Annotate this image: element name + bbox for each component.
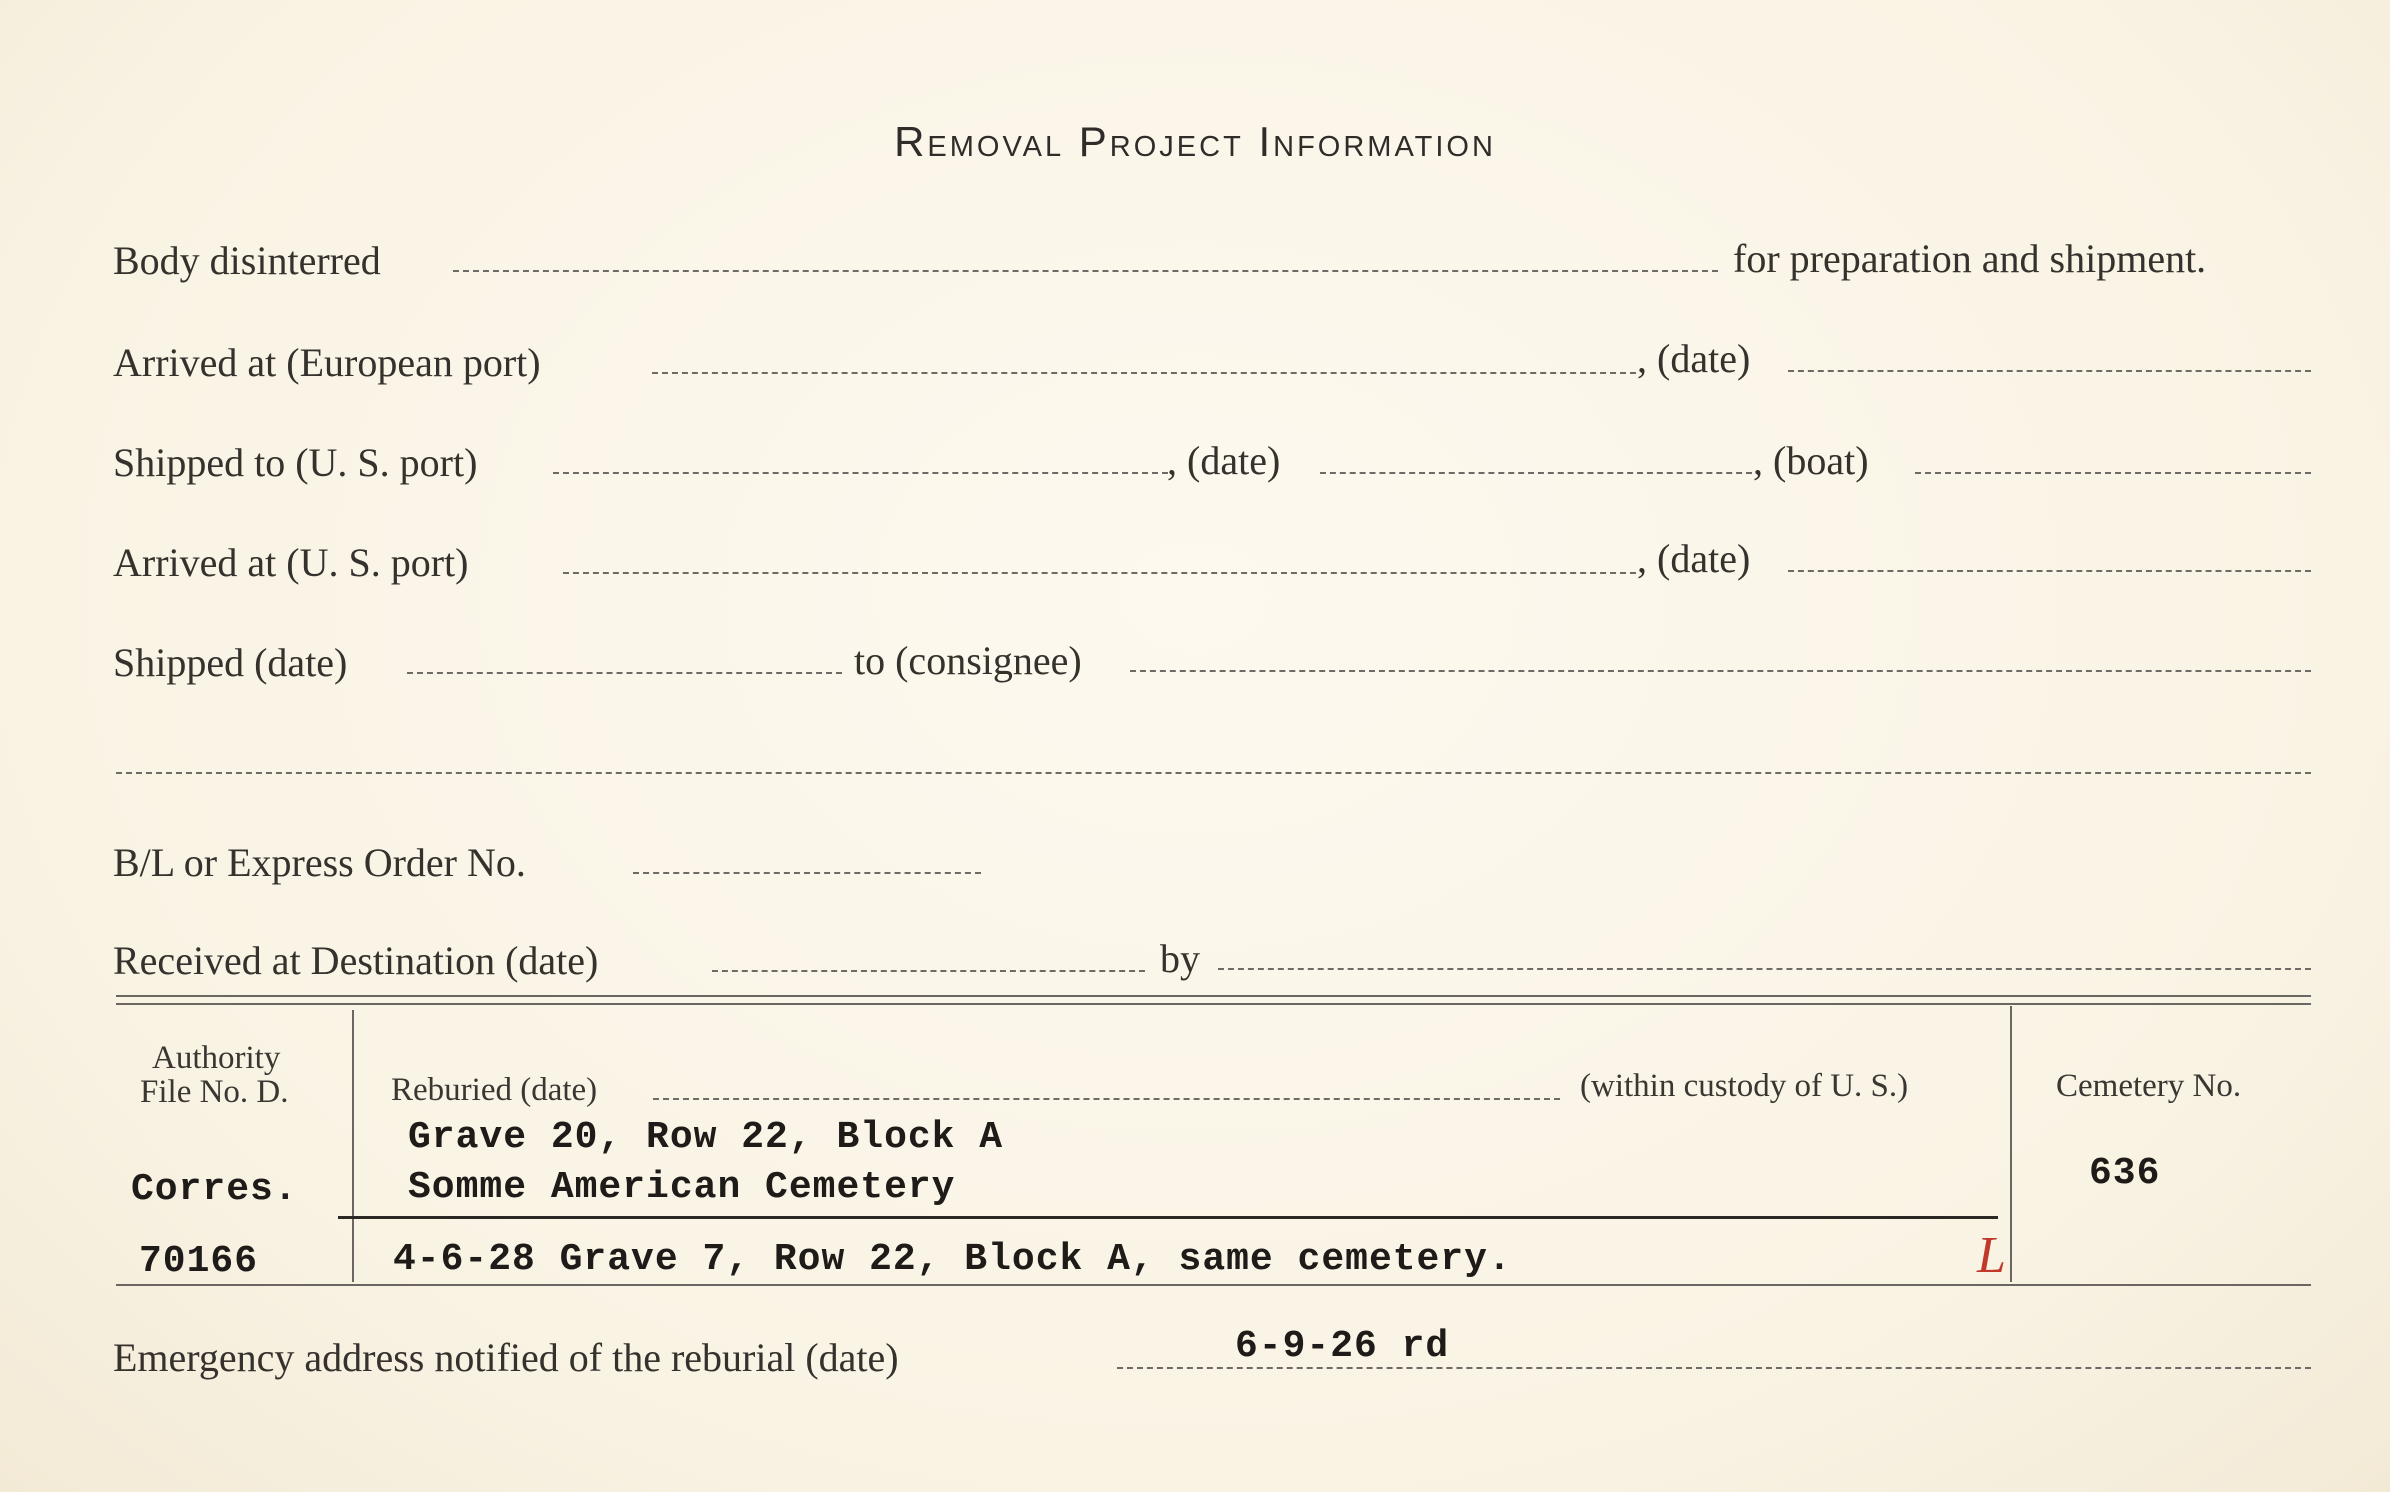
cemetery-no-label: Cemetery No. [2056, 1068, 2242, 1104]
file-no-label: File No. D. [140, 1074, 289, 1110]
emergency-label: Emergency address notified of the reburial (date) [113, 1335, 899, 1380]
arrived-european-label: Arrived at (European port) [113, 340, 541, 385]
table-divider-left [352, 1010, 354, 1282]
arrived-european-date-label: , (date) [1637, 336, 1751, 381]
body-disinterred-line [453, 270, 1718, 272]
received-destination-label: Received at Destination (date) [113, 938, 599, 983]
initial-mark: L [1977, 1227, 2006, 1284]
by-line [1218, 968, 2311, 970]
emergency-date: 6-9-26 rd [1235, 1325, 1450, 1368]
shipped-date-line [407, 672, 842, 674]
shipped-us-date-line [1320, 472, 1752, 474]
table-top-rule-1 [116, 995, 2311, 997]
reburial-entry: 4-6-28 Grave 7, Row 22, Block A, same cemetery. [393, 1238, 1512, 1281]
consignee-continuation-line [116, 772, 2311, 774]
grave-location-line-1: Grave 20, Row 22, Block A [408, 1116, 1004, 1159]
table-bottom-rule [116, 1284, 2311, 1286]
bl-order-label: B/L or Express Order No. [113, 840, 526, 885]
boat-line [1915, 472, 2311, 474]
file-number: 70166 [139, 1240, 259, 1283]
by-label: by [1160, 936, 1200, 981]
table-top-rule-2 [116, 1003, 2311, 1005]
card-title: Removal Project Information [894, 118, 1496, 165]
body-disinterred-label: Body disinterred [113, 238, 381, 283]
arrived-european-date-line [1788, 370, 2311, 372]
boat-label: , (boat) [1753, 438, 1869, 483]
arrived-us-date-label: , (date) [1637, 536, 1751, 581]
arrived-european-line [652, 372, 1636, 374]
grave-location-line-2: Somme American Cemetery [408, 1166, 956, 1209]
custody-label: (within custody of U. S.) [1580, 1068, 1909, 1104]
arrived-us-port-line [563, 572, 1636, 574]
arrived-us-port-label: Arrived at (U. S. port) [113, 540, 469, 585]
arrived-us-date-line [1788, 570, 2311, 572]
bl-order-line [633, 872, 981, 874]
reburied-label: Reburied (date) [391, 1072, 598, 1108]
shipped-us-port-label: Shipped to (U. S. port) [113, 440, 478, 485]
corres-label: Corres. [131, 1168, 298, 1211]
shipped-us-port-line [553, 472, 1168, 474]
to-consignee-label: to (consignee) [854, 638, 1082, 683]
shipped-date-label: Shipped (date) [113, 640, 348, 685]
cemetery-number: 636 [2089, 1152, 2161, 1195]
for-preparation-label: for preparation and shipment. [1733, 236, 2207, 281]
authority-label: Authority [152, 1040, 281, 1076]
consignee-line [1130, 670, 2311, 672]
received-destination-line [712, 970, 1145, 972]
table-divider-right [2010, 1006, 2012, 1282]
entry-separator-rule [338, 1216, 1998, 1219]
reburied-date-line [653, 1098, 1560, 1100]
shipped-us-date-label: , (date) [1167, 438, 1281, 483]
